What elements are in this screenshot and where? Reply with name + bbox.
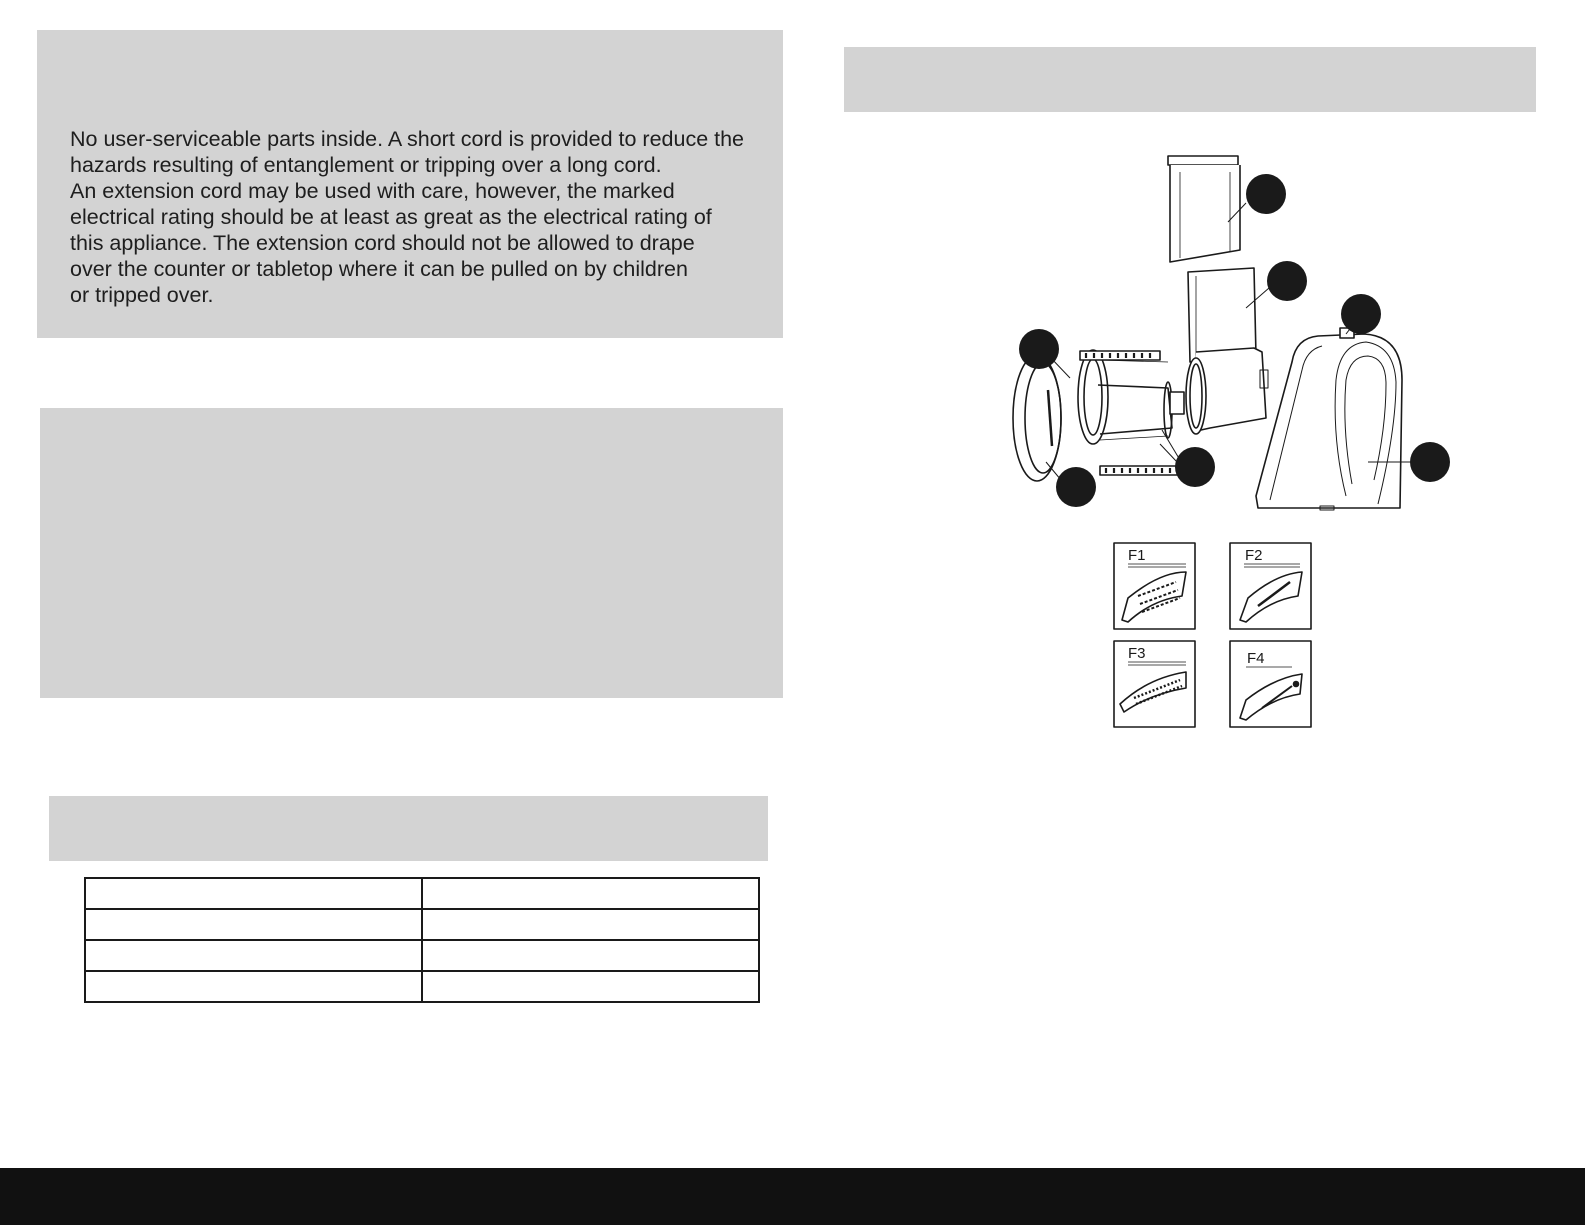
cord-safety-line: this appliance. The extension cord should not be allowed to drape [70, 231, 695, 255]
cord-safety-line: An extension cord may be used with care, however, the marked [70, 179, 675, 203]
cord-safety-panel [37, 30, 783, 338]
table-cell [85, 940, 422, 971]
blade-label: F3 [1128, 645, 1146, 662]
table-cell [85, 971, 422, 1002]
chute-drum-holder-part [1186, 268, 1268, 434]
end-cap-part [1013, 355, 1061, 481]
callout-marker [1175, 447, 1215, 487]
table-cell [422, 971, 759, 1002]
callout-marker [1410, 442, 1450, 482]
table-cell [85, 878, 422, 909]
table-row [85, 940, 759, 971]
table-cell [422, 940, 759, 971]
blade-strip-lower [1100, 466, 1178, 475]
callout-marker [1056, 467, 1096, 507]
parts-header [844, 47, 1536, 112]
cord-safety-line: or tripped over. [70, 283, 214, 307]
specifications-table [84, 877, 760, 1003]
info-panel [40, 408, 783, 698]
cord-safety-line: hazards resulting of entanglement or tripping over a long cord. [70, 153, 662, 177]
footer-bar [0, 1168, 1585, 1225]
blade-label: F1 [1128, 547, 1146, 564]
cord-safety-line: electrical rating should be at least as great as the electrical rating of [70, 205, 712, 229]
cutting-drum-part [1078, 350, 1184, 460]
blade-label: F4 [1247, 650, 1265, 667]
callout-marker [1267, 261, 1307, 301]
specifications-header [49, 796, 768, 861]
blade-tile-f3 [1114, 641, 1195, 727]
cord-safety-line: over the counter or tabletop where it can be pulled on by children [70, 257, 688, 281]
cord-safety-line: No user-serviceable parts inside. A short cord is provided to reduce the [70, 127, 745, 151]
callout-marker [1341, 294, 1381, 334]
callout-marker [1246, 174, 1286, 214]
table-row [85, 878, 759, 909]
table-row [85, 909, 759, 940]
blade-tile-f4 [1230, 641, 1311, 727]
table-cell [422, 878, 759, 909]
table-row [85, 971, 759, 1002]
table-cell [422, 909, 759, 940]
blade-strip-upper [1080, 351, 1160, 360]
pusher-part [1168, 156, 1240, 262]
blade-tile-f1 [1114, 543, 1195, 629]
table-cell [85, 909, 422, 940]
cord-safety-text [70, 126, 770, 308]
motor-base-part [1256, 328, 1402, 510]
blade-tile-f2 [1230, 543, 1311, 629]
callout-marker [1019, 329, 1059, 369]
blade-label: F2 [1245, 547, 1263, 564]
